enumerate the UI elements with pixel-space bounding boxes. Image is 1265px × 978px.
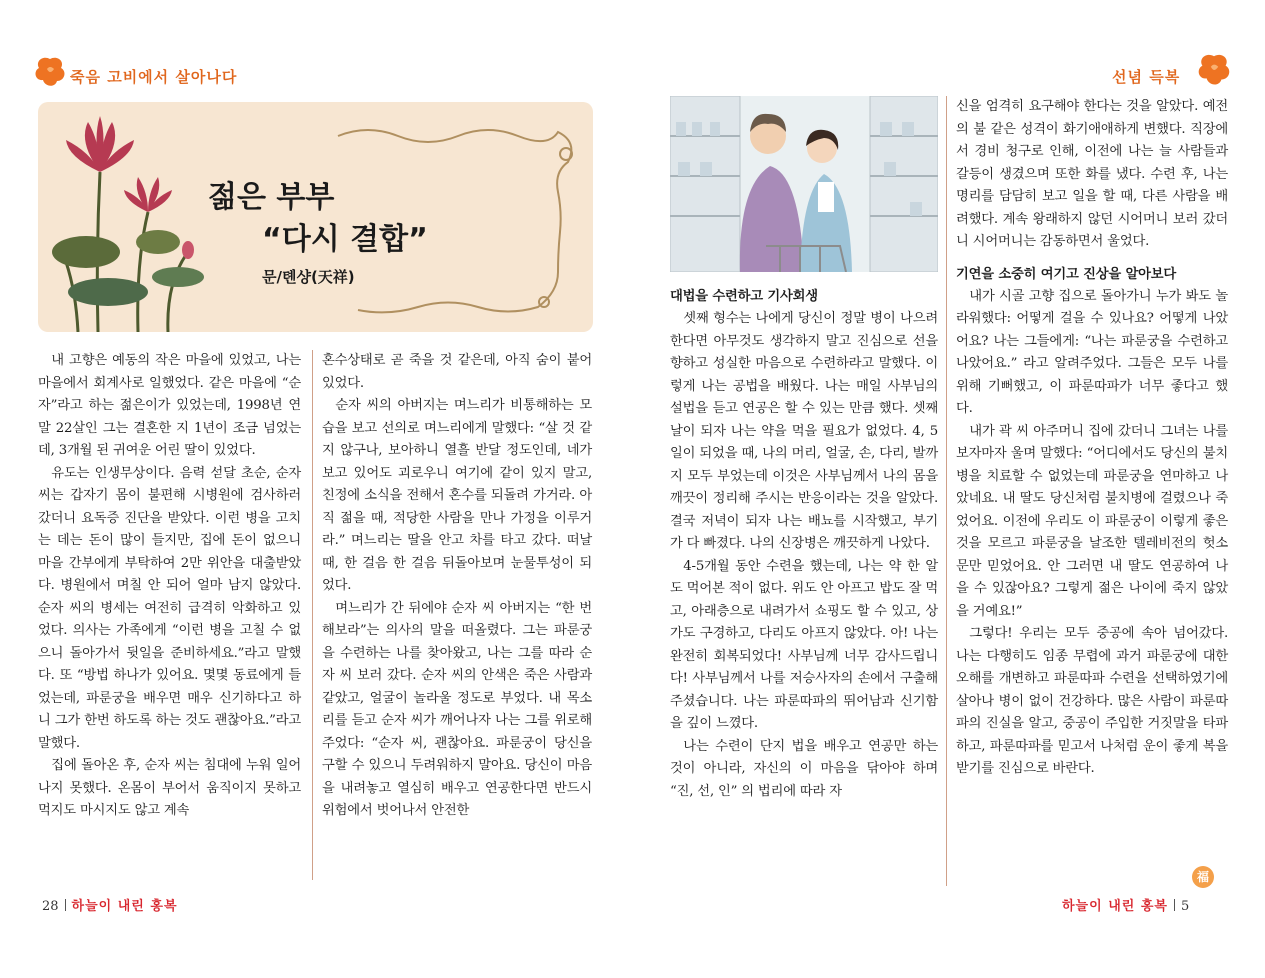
paragraph: 내 고향은 예동의 작은 마을에 있었고, 나는 마을에서 회계사로 일했었다. 같은 마을에 “순자”라고 하는 젊은이가 있었는데, 1998년 연말 22살인 그는 결혼한 지 1년이 조금 넘었는데, 3개월 된 귀여운 어린 딸이 있었다.	[38, 353, 301, 458]
paragraph: 집에 돌아온 후, 순자 씨는 침대에 누워 일어나지 못했다. 온몸이 부어서 움직이지 못하고 먹지도 마시지도 않고 계속	[38, 758, 301, 818]
paragraph: 그렇다! 우리는 모두 중공에 속아 넘어갔다. 나는 다행히도 임종 무렵에 과거 파룬궁에 대한 오해를 개변하고 파룬따파 수련을 선택하였기에 살아나 병이 없이 건강하다. 많은 사람이 파룬따파의 진실을 알고, 중공이 주입한 거짓말을 타파하고, 파룬따파를 믿고서 나처럼 운이 좋게 복을 받기를 진심으로 바란다.	[956, 626, 1228, 776]
text-column-3	[670, 284, 938, 803]
footer-right	[1062, 895, 1189, 914]
section-label-right: 선념 득복	[1112, 68, 1181, 86]
supermarket-illustration	[670, 96, 938, 272]
column-divider	[946, 96, 947, 886]
page-number: 5	[1180, 899, 1190, 914]
text-column-2	[322, 350, 592, 823]
section-label-left: 죽음 고비에서 살아나다	[70, 68, 238, 86]
fortune-badge-icon: 福	[1192, 866, 1214, 888]
paragraph: 며느리가 간 뒤에야 순자 씨 아버지는 “한 번 해보라”는 의사의 말을 떠올렸다. 그는 파룬궁을 수련하는 나를 찾아왔고, 나는 그를 따라 순자 씨 보러 갔다. 순자 씨의 안색은 죽은 사람과 같았고, 얼굴이 놀라울 정도로 부었다. 내 목소리를 듣고 순자 씨가 깨어나자 나는 그를 위로해 주었다: “순자 씨, 괜찮아요. 파룬궁이 당신을 구할 수 있으니 두려워하지 말아요. 당신이 마음을 내려놓고 열심히 배우고 연공한다면 반드시 위험에서 벗어나서 안전한	[322, 600, 592, 818]
title-card	[38, 102, 593, 332]
page-number: 28	[42, 899, 59, 914]
footer-title: 하늘이 내린 홍복	[71, 899, 178, 914]
article-subtitle: “다시 결합”	[262, 222, 428, 257]
text-column-1	[38, 350, 301, 823]
flower-ornament-icon	[33, 55, 67, 91]
section-heading: 기연을 소중히 여기고 진상을 알아보다	[956, 266, 1177, 282]
paragraph: 신을 엄격히 요구해야 한다는 것을 알았다. 예전의 불 같은 성격이 화기애애하게 변했다. 직장에서 경비 청구로 인해, 이전에 나는 늘 사람들과 갈등이 생겼으며 또한 화를 냈다. 수련 후, 나는 명리를 담담히 보고 일을 할 때, 다른 사람을 배려했다. 계속 왕래하지 않던 시어머니 보러 갔더니 시어머니는 감동하면서 울었다.	[956, 99, 1228, 249]
paragraph: 내가 곽 씨 아주머니 집에 갔더니 그녀는 나를 보자마자 울며 말했다: “어디에서도 당신의 불치병을 치료할 수 없었는데 파룬궁을 연마하고 나았네요. 내 딸도 당신처럼 불치병에 걸렸으나 죽었어요. 이전에 우리도 이 파룬궁이 이렇게 좋은 것을 모르고 파룬궁을 날조한 텔레비전의 헛소문만 믿었어요. 안 그러면 내 딸도 연공하여 나을 수 있잖아요? 그렇게 젊은 나이에 죽지 않았을 거예요!”	[956, 423, 1228, 619]
paragraph: 내가 시골 고향 집으로 돌아가니 누가 봐도 놀라워했다: 어떻게 걸을 수 있나요? 어떻게 나았어요? 나는 그들에게: “나는 파룬궁을 수련하고 나았어요.” 라고 알려주었다. 그들은 모두 나를 위해 기뻐했고, 이 파룬따파가 너무 좋다고 했다.	[956, 288, 1228, 416]
paragraph: 순자 씨의 아버지는 며느리가 비통해하는 모습을 보고 선의로 며느리에게 말했다: “살 것 같지 않구나, 보아하니 열흘 반달 정도인데, 네가 보고 있어도 괴로우니 여기에 같이 있지 말고, 친정에 소식을 전해서 혼수를 되돌려 가거라. 아직 젊을 때, 적당한 사람을 만나 가정을 이루거라.” 며느리는 딸을 안고 차를 타고 갔다. 떠날 때, 한 걸음 한 걸음 뒤돌아보며 눈물투성이 되었다.	[322, 398, 592, 593]
text-column-4	[956, 96, 1228, 781]
column-divider	[312, 350, 313, 880]
section-heading: 대법을 수련하고 기사회생	[670, 289, 818, 304]
article-title: 젊은 부부	[208, 180, 335, 215]
footer-left	[42, 895, 178, 914]
paragraph: 4-5개월 동안 수련을 했는데, 나는 약 한 알도 먹어본 적이 없다. 위도 안 아프고 밥도 잘 먹고, 아래층으로 내려가서 쇼핑도 할 수 있고, 상가도 구경하고, 다리도 아프지 않았다. 아! 나는 완전히 회복되었다! 사부님께 너무 감사드립니다! 사부님께서 나를 저승사자의 손에서 구출해 주셨습니다. 나는 파룬따파의 뛰어남과 신기함을 깊이 느꼈다.	[670, 558, 938, 731]
article-byline: 문/톈샹(天祥)	[262, 268, 355, 286]
footer-title: 하늘이 내린 홍복	[1062, 899, 1168, 914]
paragraph: 혼수상태로 곧 죽을 것 같은데, 아직 숨이 붙어 있었다.	[322, 353, 592, 391]
paragraph: 나는 수련이 단지 법을 배우고 연공만 하는 것이 아니라, 자신의 이 마음을 닦아야 하며 “진, 선, 인” 의 법리에 따라 자	[670, 738, 938, 799]
paragraph: 셋째 형수는 나에게 당신이 정말 병이 나으려 한다면 아무것도 생각하지 말고 진심으로 선을 향하고 성실한 마음으로 수련하라고 말했다. 이렇게 나는 공법을 배웠다. 나는 매일 사부님의 설법을 듣고 연공은 할 수 있는 만큼 했다. 셋째 날이 되자 나는 약을 먹을 필요가 없었다. 4, 5일이 되었을 때, 나의 머리, 얼굴, 손, 다리, 발까지 모두 부었는데 이것은 사부님께서 나의 몸을 깨끗이 정리해 주시는 반응이라는 것을 알았다. 결국 저녁이 되자 나는 배뇨를 시작했고, 부기가 다 빠졌다. 나의 신장병은 깨끗하게 나았다.	[670, 311, 938, 551]
paragraph: 유도는 인생무상이다. 음력 섣달 초순, 순자 씨는 갑자기 몸이 불편해 시병원에 검사하러 갔더니 요독증 진단을 받았다. 이런 병을 고치는 데는 돈이 많이 들지만, 집에 돈이 없으니 마을 간부에게 부탁하여 2만 위안을 대출받았다. 병원에서 며칠 안 되어 얼마 남지 않았다. 순자 씨의 병세는 여전히 급격히 악화하고 있었다. 의사는 가족에게 “이런 병을 고칠 수 없으니 돌아가서 뒷일을 준비하세요.”라고 말했다. 또 “방법 하나가 있어요. 몇몇 동료에게 들었는데, 파룬궁을 배우면 매우 신기하다고 하니 그가 한번 하도록 하는 것도 괜찮아요.”라고 말했다.	[38, 465, 301, 751]
flower-ornament-icon	[1196, 52, 1232, 90]
